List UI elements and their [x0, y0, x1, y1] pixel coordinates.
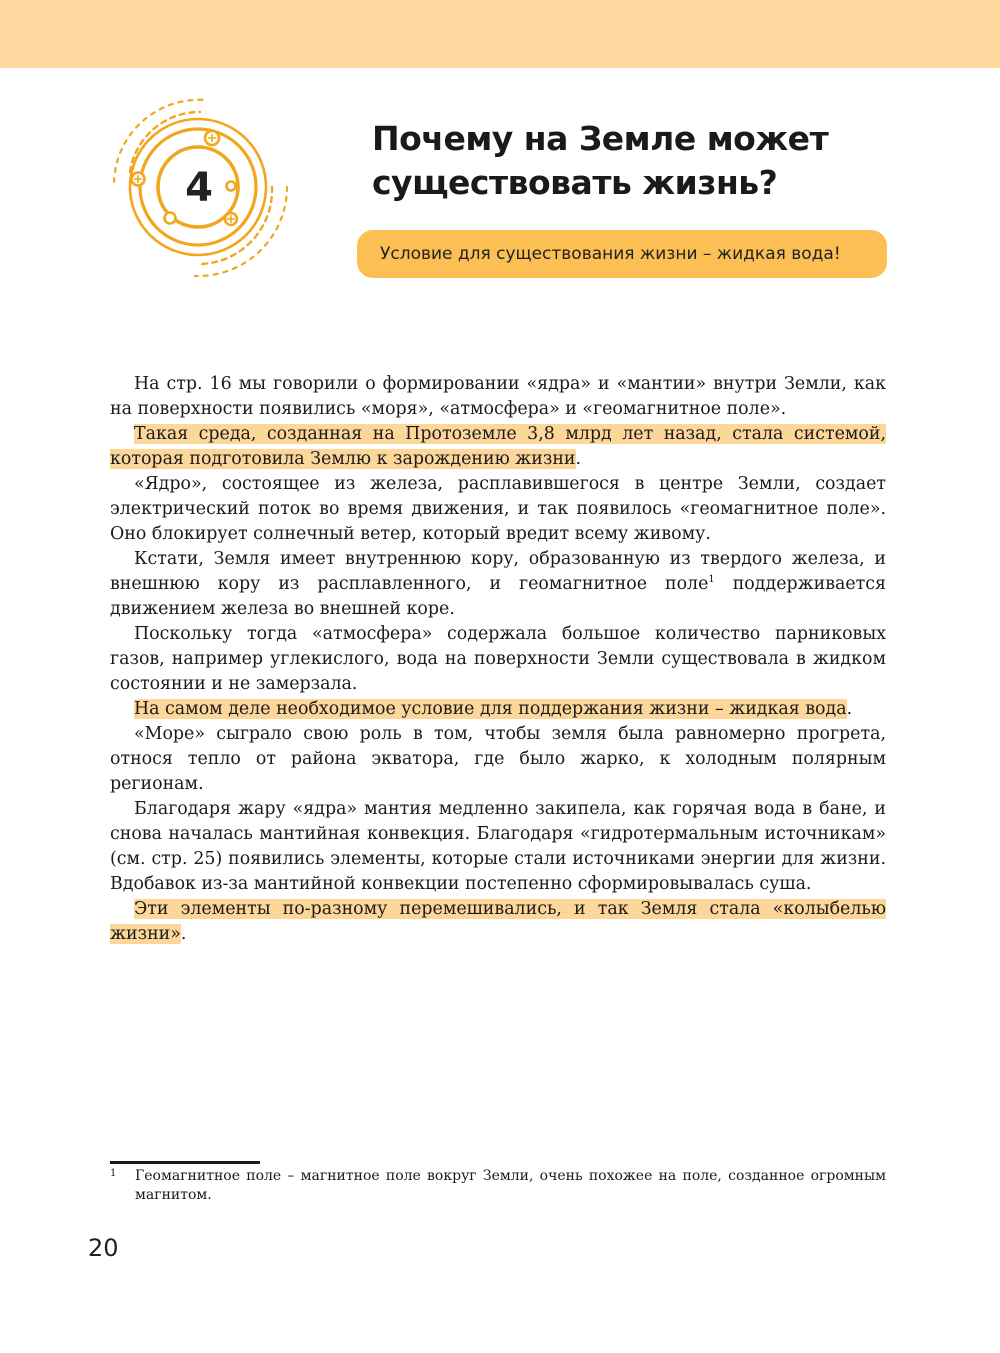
- paragraph-9: Эти элементы по-разному перемешивались, и так Земля стала «колыбелью жизни».: [110, 899, 886, 944]
- footnote-reference: 1: [708, 574, 715, 586]
- highlighted-text: Эти элементы по-разному перемешивались, и так Земля стала «колыбелью жизни»: [110, 899, 886, 944]
- title-line-2: существовать жизнь?: [372, 163, 778, 202]
- title-line-1: Почему на Земле может: [372, 119, 829, 158]
- paragraph-3: «Ядро», состоящее из железа, расплавившегося в центре Земли, создает электрический поток во время движения, и так появилось «геомагнитное поле». Оно блокирует солнечный ветер, который вредит всему живому.: [110, 474, 886, 544]
- chapter-number: 4: [185, 165, 213, 211]
- page-title: [372, 117, 912, 205]
- paragraph-1: На стр. 16 мы говорили о формировании «ядра» и «мантии» внутри Земли, как на поверхности появились «моря», «атмосфера» и «геомагнитное поле».: [110, 374, 886, 419]
- footnote-mark: 1: [110, 1168, 117, 1179]
- highlighted-text: Такая среда, созданная на Протоземле 3,8 млрд лет назад, стала системой, которая подготовила Землю к зарождению жизни: [110, 424, 886, 469]
- subtitle-banner: Условие для существования жизни – жидкая вода!: [357, 230, 887, 278]
- paragraph-7: «Море» сыграло свою роль в том, чтобы земля была равномерно прогрета, относя тепло от района экватора, где было жарко, к холодным полярным регионам.: [110, 724, 886, 794]
- paragraph-6: На самом деле необходимое условие для поддержания жизни – жидкая вода.: [134, 699, 853, 719]
- paragraph-8: Благодаря жару «ядра» мантия медленно закипела, как горячая вода в бане, и снова началась мантийная конвекция. Благодаря «гидротермальным источникам» (см. стр. 25) появились элементы, которые стали источниками энергии для жизни. Вдобавок из-за мантийной конвекции постепенно сформировывалась суша.: [110, 799, 886, 894]
- paragraph-5: Поскольку тогда «атмосфера» содержала большое количество парниковых газов, например углекислого, вода на поверхности Земли существовала в жидком состоянии и не замерзала.: [110, 624, 886, 694]
- highlighted-text: На самом деле необходимое условие для поддержания жизни – жидкая вода: [134, 699, 847, 719]
- footnote-text: Геомагнитное поле – магнитное поле вокруг Земли, очень похожее на поле, созданное огромным магнитом.: [135, 1168, 886, 1203]
- top-color-band: [0, 0, 1000, 68]
- page-number: 20: [88, 1234, 119, 1262]
- paragraph-4: Кстати, Земля имеет внутреннюю кору, образованную из твердого железа, и внешнюю кору из расплавленного, и геомагнитное поле$^1$ поддерживается движением железа во внешней коре.: [110, 549, 886, 619]
- main-text: [110, 372, 886, 947]
- footnote: [110, 1167, 886, 1205]
- paragraph-2: Такая среда, созданная на Протоземле 3,8 млрд лет назад, стала системой, которая подготовила Землю к зарождению жизни.: [110, 424, 886, 469]
- footnote-divider: [110, 1161, 260, 1164]
